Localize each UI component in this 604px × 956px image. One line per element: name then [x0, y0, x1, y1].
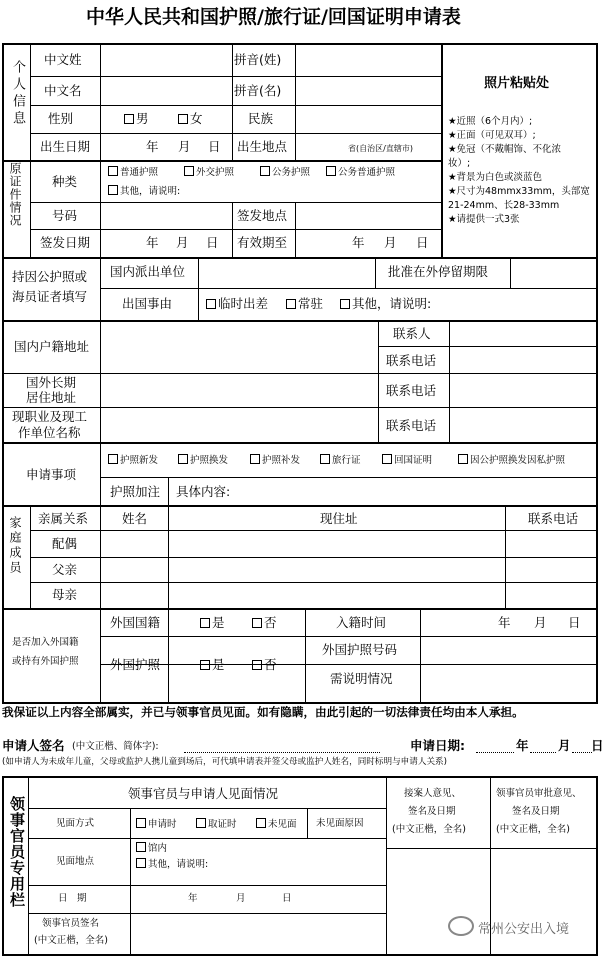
- official-label-2: 海员证者填写: [12, 289, 88, 304]
- year-label: 年: [146, 235, 159, 250]
- apply-official-to-private-checkbox[interactable]: 因公护照换发因私护照: [458, 454, 565, 467]
- minor-note: (如申请人为未成年儿童，父母或监护人携儿童到场后，可代填申请表并签父母或监护人姓名，同时标明与申请人关系): [2, 757, 447, 767]
- reason-temporary-checkbox[interactable]: 临时出差: [206, 297, 268, 311]
- doc-type-label: 种类: [52, 174, 78, 189]
- contact-phone-label: 联系电话: [386, 418, 437, 433]
- job-label-1: 现职业及现工: [12, 409, 88, 424]
- surname-label: 中文姓: [44, 52, 82, 67]
- year-label: 年: [188, 893, 198, 904]
- day-label: 日: [282, 893, 292, 904]
- accept-label-1: 接案人意见、: [404, 788, 462, 799]
- signature-label: 申请人签名: [2, 738, 65, 753]
- foreign-passport-label: 外国护照: [110, 657, 161, 672]
- declaration-text: 我保证以上内容全部属实，并已与领事官员见面。如有隐瞒，由此引起的一切法律责任均由本人承担。: [2, 705, 524, 719]
- month-label: 月: [178, 139, 191, 154]
- day-label: 日: [591, 738, 604, 753]
- year-label: 年: [146, 139, 159, 154]
- endorsement-label: 护照加注: [110, 484, 161, 499]
- endorsement-content-label: 具体内容:: [176, 484, 231, 499]
- birth-place-label: 出生地点: [237, 139, 288, 154]
- meeting-header: 领事官员与申请人见面情况: [128, 786, 279, 801]
- reason-other-checkbox[interactable]: 其他，请说明:: [340, 297, 431, 311]
- meeting-method-label: 见面方式: [56, 818, 95, 829]
- issue-date-label: 签发日期: [40, 235, 91, 250]
- doc-number-label: 号码: [52, 208, 78, 223]
- day-label: 日: [208, 139, 221, 154]
- passport-yes-checkbox[interactable]: 是: [200, 658, 225, 672]
- accept-label-3: (中文正楷，全名): [392, 824, 466, 835]
- signature-line[interactable]: [184, 752, 380, 753]
- foreign-passport-no-label: 外国护照号码: [322, 642, 398, 657]
- application-items-label: 申请事项: [26, 467, 77, 482]
- consular-sign-label-2: (中文正楷，全名): [34, 935, 108, 946]
- apply-day-field[interactable]: [572, 752, 592, 753]
- name-header: 姓名: [122, 511, 148, 526]
- abroad-address-label-2: 居住地址: [26, 390, 77, 405]
- month-label: 月: [384, 235, 397, 250]
- day-label: 日: [416, 235, 429, 250]
- day-label: 日: [568, 615, 581, 630]
- accept-label-2: 签名及日期: [408, 806, 456, 817]
- month-label: 月: [558, 738, 571, 753]
- job-label-2: 作单位名称: [18, 425, 81, 440]
- watermark: 常州公安出入境: [448, 916, 569, 937]
- method-collect-checkbox[interactable]: 取证时: [196, 818, 237, 831]
- method-no-meet-checkbox[interactable]: 未见面: [256, 818, 297, 831]
- photo-title: 照片粘贴处: [484, 76, 550, 91]
- doc-type-service-checkbox[interactable]: 公务护照: [260, 166, 310, 179]
- section-consular-label: 领事官员专用栏: [8, 796, 26, 908]
- approved-stay-label: 批准在外停留期限: [388, 264, 489, 279]
- foreign-label-2: 或持有外国护照: [12, 656, 79, 667]
- doc-type-diplomatic-checkbox[interactable]: 外交护照: [184, 166, 234, 179]
- apply-month-field[interactable]: [530, 752, 556, 753]
- pinyin-surname-label: 拼音(姓): [234, 52, 282, 67]
- doc-type-ordinary-checkbox[interactable]: 普通护照: [108, 166, 158, 179]
- gender-label: 性别: [48, 111, 74, 126]
- given-name-label: 中文名: [44, 83, 82, 98]
- contact-phone-label: 联系电话: [386, 353, 437, 368]
- meeting-date-label: 日 期: [58, 893, 87, 904]
- month-label: 月: [236, 893, 246, 904]
- valid-until-label: 有效期至: [237, 235, 288, 250]
- day-label: 日: [206, 235, 219, 250]
- foreign-label-1: 是否加入外国籍: [12, 637, 79, 648]
- apply-new-checkbox[interactable]: 护照新发: [108, 454, 158, 467]
- nationality-no-checkbox[interactable]: 否: [252, 616, 277, 630]
- spouse-label: 配偶: [52, 536, 78, 551]
- birth-date-label: 出生日期: [40, 139, 91, 154]
- method-apply-checkbox[interactable]: 申请时: [136, 818, 177, 831]
- sending-unit-label: 国内派出单位: [110, 264, 186, 279]
- apply-year-field[interactable]: [476, 752, 514, 753]
- doc-type-other-checkbox[interactable]: 其他，请说明:: [108, 185, 180, 198]
- consular-sign-label-1: 领事官员签名: [42, 918, 100, 929]
- section-family-label: 家庭成员: [8, 516, 22, 576]
- checkbox-icon: [124, 114, 134, 124]
- approve-label-1: 领事官员审批意见、: [496, 788, 582, 799]
- issue-place-label: 签发地点: [237, 208, 288, 223]
- apply-travel-doc-checkbox[interactable]: 旅行证: [320, 454, 361, 467]
- travel-reason-label: 出国事由: [122, 296, 173, 311]
- contact-phone-label: 联系电话: [386, 383, 437, 398]
- passport-no-checkbox[interactable]: 否: [252, 658, 277, 672]
- month-label: 月: [176, 235, 189, 250]
- phone-header: 联系电话: [528, 511, 579, 526]
- official-label-1: 持因公护照或: [12, 269, 88, 284]
- meeting-place-label: 见面地点: [56, 856, 95, 867]
- relation-header: 亲属关系: [38, 511, 89, 526]
- section-orig-label: 原证件情况: [8, 162, 22, 227]
- approve-label-3: (中文正楷，全名): [496, 824, 570, 835]
- reason-resident-checkbox[interactable]: 常驻: [286, 297, 323, 311]
- apply-date-label: 申请日期:: [410, 738, 465, 753]
- approve-label-2: 签名及日期: [512, 806, 560, 817]
- wechat-icon: [448, 916, 474, 936]
- apply-replace-checkbox[interactable]: 护照补发: [250, 454, 300, 467]
- father-label: 父亲: [52, 562, 78, 577]
- domestic-address-label: 国内户籍地址: [14, 339, 90, 354]
- year-label: 年: [516, 738, 529, 753]
- year-label: 年: [352, 235, 365, 250]
- month-label: 月: [534, 615, 547, 630]
- doc-type-service-ordinary-checkbox[interactable]: 公务普通护照: [326, 166, 395, 179]
- apply-renew-checkbox[interactable]: 护照换发: [178, 454, 228, 467]
- foreign-nationality-label: 外国国籍: [110, 615, 161, 630]
- apply-return-cert-checkbox[interactable]: 回国证明: [382, 454, 432, 467]
- contact-person-label: 联系人: [393, 326, 431, 341]
- gender-male-checkbox[interactable]: 男: [124, 112, 149, 126]
- mother-label: 母亲: [52, 587, 78, 602]
- signature-note: (中文正楷、简体字):: [72, 741, 159, 752]
- join-time-label: 入籍时间: [336, 615, 387, 630]
- page-title: 中华人民共和国护照/旅行证/回国证明申请表: [86, 6, 461, 28]
- explain-label: 需说明情况: [330, 671, 393, 686]
- pinyin-given-label: 拼音(名): [234, 83, 282, 98]
- checkbox-icon: [178, 114, 188, 124]
- section-personal-label: 个人信息: [10, 60, 25, 128]
- abroad-address-label-1: 国外长期: [26, 375, 77, 390]
- province-note: 省(自治区/直辖市): [348, 144, 413, 153]
- ethnic-label: 民族: [248, 111, 274, 126]
- address-header: 现住址: [320, 511, 358, 526]
- place-other-checkbox[interactable]: 其他，请说明:: [136, 858, 208, 871]
- no-meet-reason-label: 未见面原因: [316, 818, 364, 829]
- place-mission-checkbox[interactable]: 馆内: [136, 842, 167, 855]
- gender-female-checkbox[interactable]: 女: [178, 112, 203, 126]
- nationality-yes-checkbox[interactable]: 是: [200, 616, 225, 630]
- year-label: 年: [498, 615, 511, 630]
